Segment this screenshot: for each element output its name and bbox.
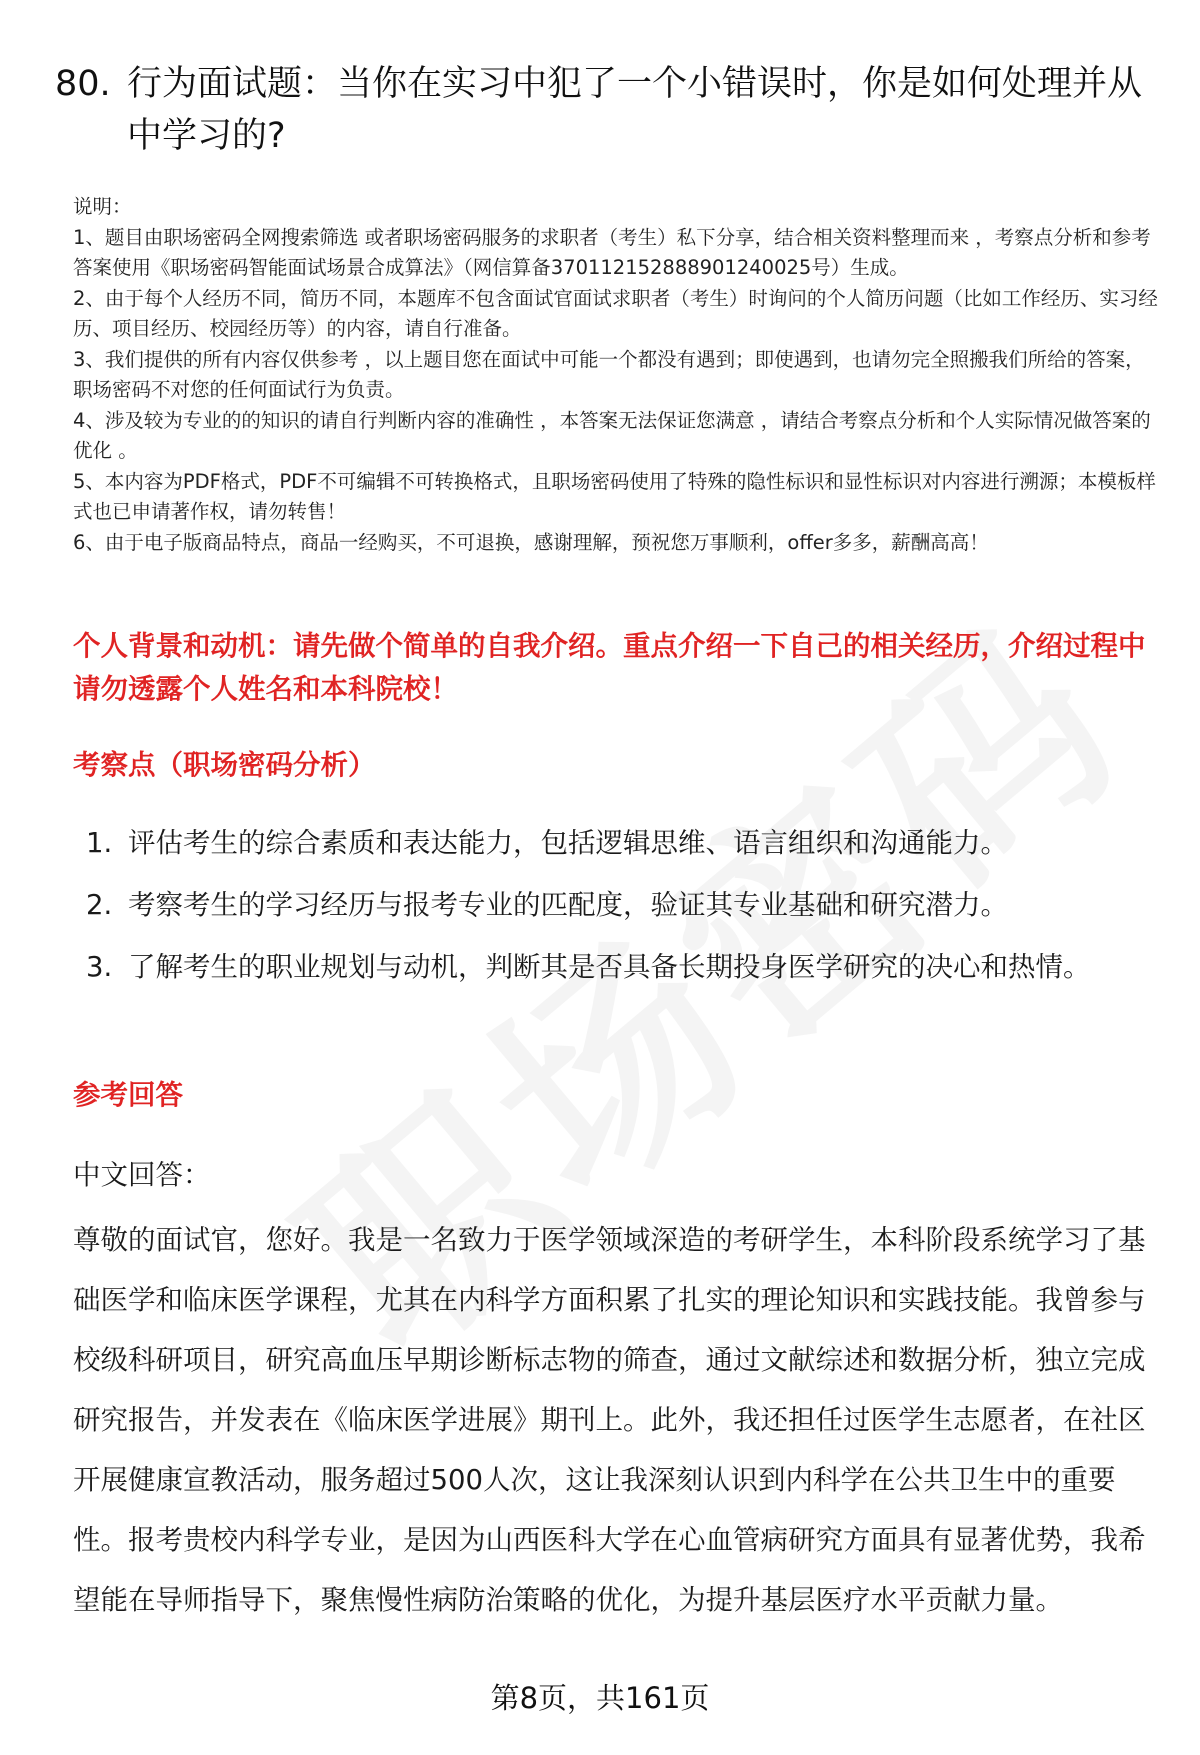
disclaimer-notes	[73, 192, 1158, 558]
point-number: 2.	[86, 889, 113, 921]
point-number: 3.	[86, 951, 113, 983]
note-item: 1、题目由职场密码全网搜索筛选 或者职场密码服务的求职者（考生）私下分享，结合相关资料整理而来 ，考察点分析和参考答案使用《职场密码智能面试场景合成算法》（网信算备370112152888901240025号）生成。	[73, 225, 1151, 279]
note-item: 4、涉及较为专业的的知识的请自行判断内容的准确性 ，本答案无法保证您满意 ，请结合考察点分析和个人实际情况做答案的优化 。	[73, 408, 1151, 462]
notes-heading: 说明：	[73, 195, 132, 218]
note-item: 3、我们提供的所有内容仅供参考 ，以上题目您在面试中可能一个都没有遇到；即使遇到，也请勿完全照搬我们所给的答案，职场密码不对您的任何面试行为负责。	[73, 347, 1145, 401]
assessment-point	[73, 812, 1158, 874]
note-item: 5、本内容为PDF格式，PDF不可编辑不可转换格式，且职场密码使用了特殊的隐性标识和显性标识对内容进行溯源；本模板样式也已申请著作权，请勿转售！	[73, 469, 1156, 523]
question-text: 行为面试题：当你在实习中犯了一个小错误时，你是如何处理并从中学习的?	[127, 64, 1143, 156]
page-number: 第8页，共161页	[490, 1681, 710, 1715]
point-text: 了解考生的职业规划与动机，判断其是否具备长期投身医学研究的决心和热情。	[128, 951, 1091, 983]
assessment-point	[73, 874, 1158, 936]
note-item: 2、由于每个人经历不同，简历不同，本题库不包含面试官面试求职者（考生）时询问的个人简历问题（比如工作经历、实习经历、项目经历、校园经历等）的内容，请自行准备。	[73, 286, 1158, 340]
point-number: 1.	[86, 827, 113, 859]
assessment-heading: 考察点（职场密码分析）	[73, 749, 376, 781]
question-number: 80.	[55, 64, 111, 104]
assessment-point	[73, 936, 1158, 998]
reference-heading: 参考回答	[73, 1079, 183, 1111]
assessment-points	[73, 812, 1158, 998]
answer-body: 尊敬的面试官，您好。我是一名致力于医学领域深造的考研学生，本科阶段系统学习了基础医学和临床医学课程，尤其在内科学方面积累了扎实的理论知识和实践技能。我曾参与校级科研项目，研究高血压早期诊断标志物的筛查，通过文献综述和数据分析，独立完成研究报告，并发表在《临床医学进展》期刊上。此外，我还担任过医学生志愿者，在社区开展健康宣教活动，服务超过500人次，这让我深刻认识到内科学在公共卫生中的重要性。报考贵校内科学专业，是因为山西医科大学在心血管病研究方面具有显著优势，我希望能在导师指导下，聚焦慢性病防治策略的优化，为提升基层医疗水平贡献力量。	[73, 1224, 1146, 1616]
point-text: 考察考生的学习经历与报考专业的匹配度，验证其专业基础和研究潜力。	[128, 889, 1008, 921]
question-title	[55, 58, 1155, 162]
point-text: 评估考生的综合素质和表达能力，包括逻辑思维、语言组织和沟通能力。	[128, 827, 1008, 859]
background-heading: 个人背景和动机：请先做个简单的自我介绍。重点介绍一下自己的相关经历，介绍过程中请勿透露个人姓名和本科院校！	[73, 630, 1146, 705]
note-item: 6、由于电子版商品特点，商品一经购买，不可退换，感谢理解，预祝您万事顺利，offer多多，薪酬高高！	[73, 530, 989, 554]
answer-label: 中文回答：	[73, 1159, 211, 1191]
